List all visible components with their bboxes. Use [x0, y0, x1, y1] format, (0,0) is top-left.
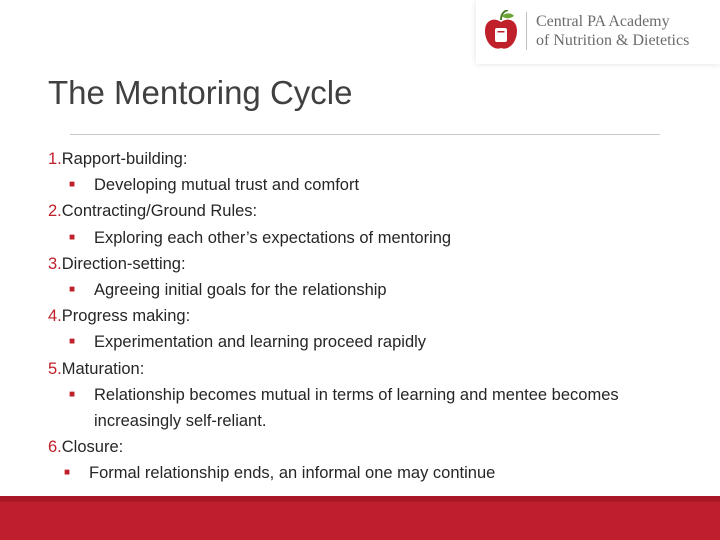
item-heading	[48, 356, 698, 382]
logo-divider	[526, 12, 527, 50]
item-number: 4.	[48, 307, 62, 326]
bullet-text: Exploring each other’s expectations of mentoring	[94, 228, 452, 247]
academy-logo	[476, 0, 720, 64]
item-number: 1.	[48, 150, 62, 168]
item-heading	[48, 198, 698, 224]
bullet-text: Relationship becomes mutual in terms of learning and mentee becomes increasingly self-reliant.	[94, 385, 619, 431]
item-bullet	[48, 225, 698, 251]
footer-band	[0, 496, 720, 540]
list-item	[48, 434, 698, 486]
item-heading-text: Contracting/Ground Rules:	[61, 202, 258, 221]
item-bullet	[48, 172, 698, 198]
bullet-text: Experimentation and learning proceed rapidly	[94, 333, 427, 352]
logo-line-2: of Nutrition & Dietetics	[536, 32, 690, 49]
list-item	[48, 303, 698, 355]
item-number: 5.	[48, 359, 62, 378]
title-divider	[70, 134, 660, 135]
item-heading-text: Progress making:	[61, 307, 191, 326]
list-item	[48, 146, 698, 198]
mentoring-cycle-list	[48, 146, 698, 487]
list-item	[48, 198, 698, 250]
item-bullet	[48, 382, 698, 434]
item-number: 3.	[48, 254, 62, 273]
square-bullet-icon: ■	[64, 467, 71, 479]
item-heading	[48, 251, 698, 277]
square-bullet-icon: ■	[69, 336, 76, 348]
item-heading-text: Rapport-building:	[61, 150, 188, 168]
item-number: 2.	[48, 202, 62, 221]
item-heading-text: Closure:	[61, 438, 124, 457]
square-bullet-icon: ■	[69, 231, 76, 243]
list-item	[48, 356, 698, 435]
item-number: 6.	[48, 438, 62, 457]
item-heading-text: Direction-setting:	[61, 254, 186, 273]
item-bullet	[48, 329, 698, 355]
item-heading	[48, 146, 698, 172]
item-heading	[48, 434, 698, 460]
square-bullet-icon: ■	[69, 388, 76, 400]
logo-line-1: Central PA Academy	[536, 13, 670, 30]
bullet-text: Developing mutual trust and comfort	[94, 176, 360, 195]
square-bullet-icon: ■	[69, 284, 76, 296]
item-bullet	[48, 460, 698, 486]
logo-text	[536, 12, 689, 50]
item-heading-text: Maturation:	[61, 359, 145, 378]
list-item	[48, 251, 698, 303]
item-heading	[48, 303, 698, 329]
slide-title: The Mentoring Cycle	[48, 74, 353, 111]
footer-band-edge	[0, 496, 720, 502]
bullet-text: Formal relationship ends, an informal one may continue	[89, 464, 496, 483]
item-bullet	[48, 277, 698, 303]
square-bullet-icon: ■	[69, 179, 76, 191]
bullet-text: Agreeing initial goals for the relationship	[94, 281, 387, 300]
apple-icon	[484, 10, 518, 52]
